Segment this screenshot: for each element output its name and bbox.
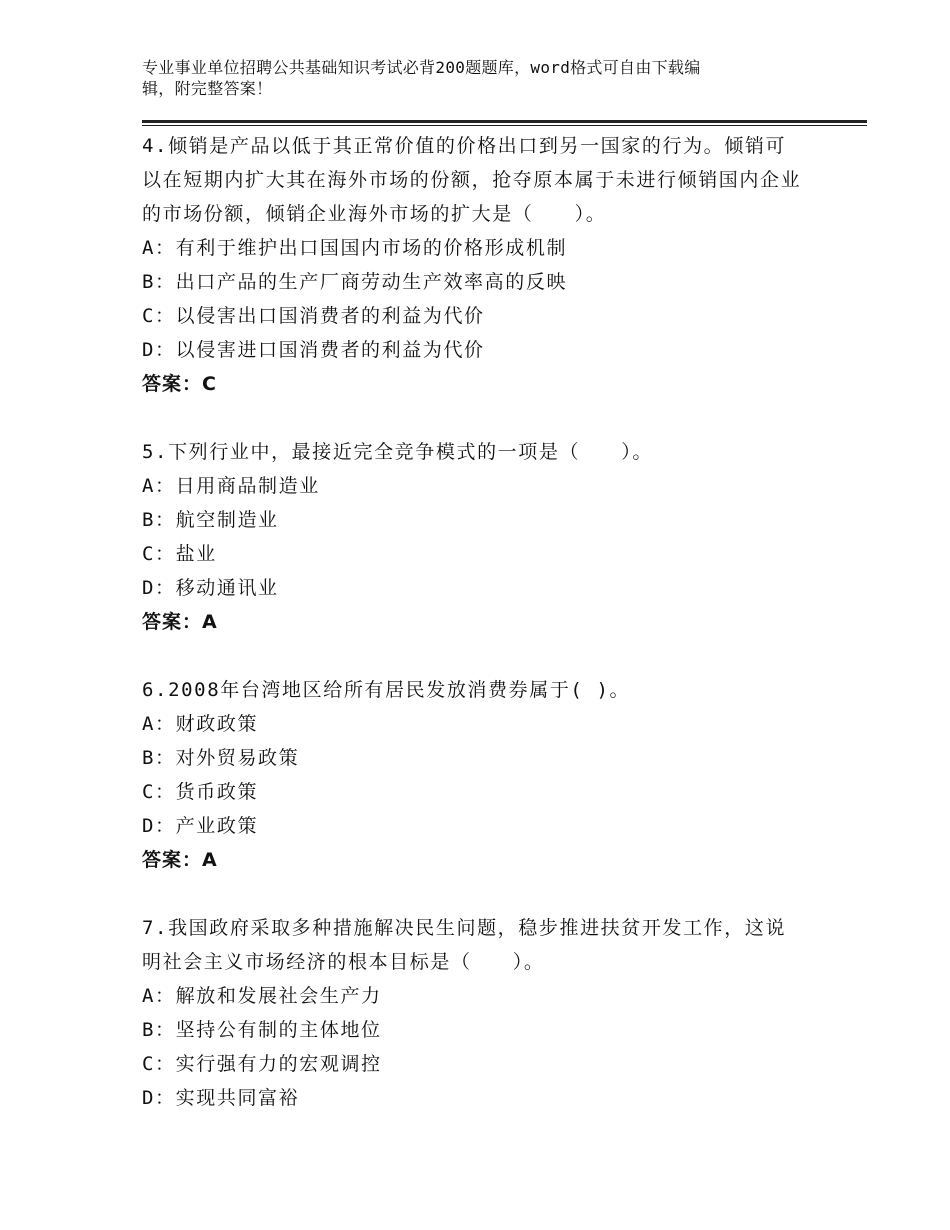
option-d: D：以侵害进口国消费者的利益为代价 — [142, 339, 485, 361]
header-divider-thin — [142, 125, 867, 126]
document-header — [142, 57, 802, 99]
question-6 — [142, 673, 822, 877]
question-5 — [142, 435, 822, 639]
question-text: 4.倾销是产品以低于其正常价值的价格出口到另一国家的行为。倾销可以在短期内扩大其在海外市场的份额，抢夺原本属于未进行倾销国内企业的市场份额，倾销企业海外市场的扩大是（ ）。 — [142, 135, 802, 225]
option-a: A：日用商品制造业 — [142, 475, 320, 497]
option-d: D：移动通讯业 — [142, 577, 279, 599]
option-b: B：对外贸易政策 — [142, 747, 300, 769]
option-c: C：以侵害出口国消费者的利益为代价 — [142, 305, 485, 327]
option-d: D：产业政策 — [142, 815, 259, 837]
answer-label: 答案：A — [142, 849, 218, 871]
question-list — [142, 129, 822, 1149]
option-a: A：有利于维护出口国国内市场的价格形成机制 — [142, 237, 568, 259]
header-line-2: 辑，附完整答案！ — [142, 79, 273, 98]
option-b: B：出口产品的生产厂商劳动生产效率高的反映 — [142, 271, 568, 293]
option-c: C：货币政策 — [142, 781, 259, 803]
answer-label: 答案：C — [142, 373, 217, 395]
option-c: C：实行强有力的宏观调控 — [142, 1053, 382, 1075]
question-text: 5.下列行业中，最接近完全竞争模式的一项是（ ）。 — [142, 441, 653, 463]
question-text: 7.我国政府采取多种措施解决民生问题，稳步推进扶贫开发工作，这说明社会主义市场经济的根本目标是（ ）。 — [142, 917, 787, 973]
option-b: B：航空制造业 — [142, 509, 279, 531]
option-a: A：解放和发展社会生产力 — [142, 985, 382, 1007]
question-7 — [142, 911, 822, 1115]
question-4 — [142, 129, 822, 401]
option-b: B：坚持公有制的主体地位 — [142, 1019, 382, 1041]
header-divider-thick — [142, 120, 867, 123]
answer-label: 答案：A — [142, 611, 218, 633]
header-line-1: 专业事业单位招聘公共基础知识考试必背200题题库，word格式可自由下载编 — [142, 58, 701, 77]
option-d: D：实现共同富裕 — [142, 1087, 300, 1109]
question-text: 6.2008年台湾地区给所有居民发放消费券属于( )。 — [142, 679, 631, 701]
option-c: C：盐业 — [142, 543, 217, 565]
option-a: A：财政政策 — [142, 713, 259, 735]
